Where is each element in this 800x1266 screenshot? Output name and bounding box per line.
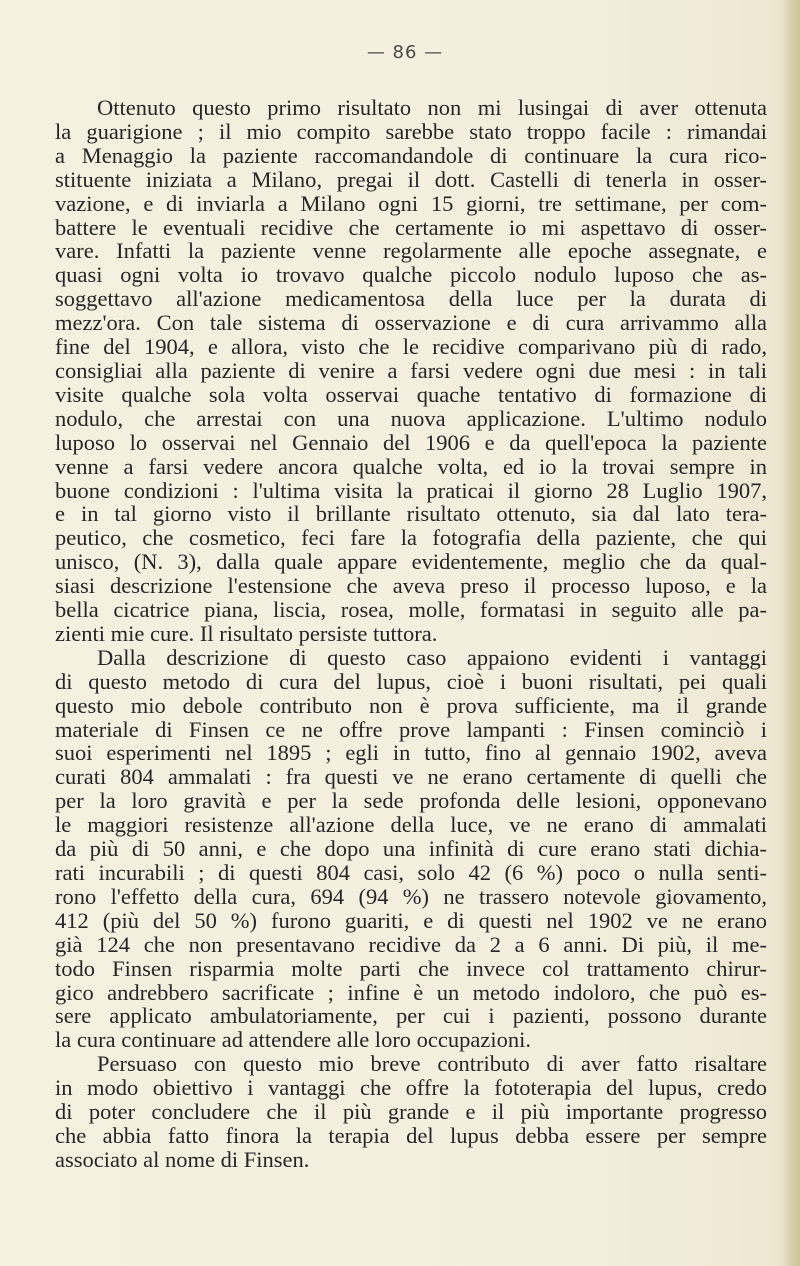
paragraph-last-line: associato al nome di Finsen. [55, 1146, 310, 1172]
paragraph-first-line: Persuaso con questo mio breve contributo di aver fatto risaltare [97, 1051, 767, 1077]
text-line: per la loro gravità e per la sede profonda delle lesioni, opponevano [55, 788, 767, 814]
text-line: unisco, (N. 3), dalla quale appare evidentemente, meglio che da qual- [55, 549, 767, 575]
text-line: in modo obiettivo i vantaggi che offre la fototerapia del lupus, credo [55, 1075, 767, 1101]
text-line: peutico, che cosmetico, feci fare la fotografia della paziente, che qui [55, 525, 767, 551]
text-line: e in tal giorno visto il brillante risultato ottenuto, sia dal lato tera- [55, 501, 767, 527]
page-edge-shadow [782, 0, 800, 1266]
text-line: che abbia fatto finora la terapia del lupus debba essere per sempre [55, 1122, 767, 1148]
text-line: 412 (più del 50 %) furono guariti, e di questi nel 1902 ve ne erano [55, 907, 767, 933]
text-line: da più di 50 anni, e che dopo una infinità di cure erano stati dichia- [55, 836, 767, 862]
paragraph-first-line: Dalla descrizione di questo caso appaiono evidenti i vantaggi [97, 644, 767, 670]
text-line: quasi ogni volta io trovavo qualche piccolo nodulo luposo che as- [55, 262, 767, 288]
text-line: curati 804 ammalati : fra questi ve ne erano certamente di quelli che [55, 764, 767, 790]
text-line: materiale di Finsen ce ne offre prove lampanti : Finsen cominciò i [55, 716, 767, 742]
text-line: vare. Infatti la paziente venne regolarmente alle epoche assegnate, e [55, 238, 767, 264]
text-line: vazione, e di inviarla a Milano ogni 15 giorni, tre settimane, per com- [55, 190, 767, 216]
text-line: sere applicato ambulatoriamente, per cui i pazienti, possono durante [55, 1003, 767, 1029]
text-line: gico andrebbero sacrificate ; infine è un metodo indoloro, che può es- [55, 979, 767, 1005]
text-line: soggettavo all'azione medicamentosa della luce per la durata di [55, 286, 767, 312]
text-line: di poter concludere che il più grande e il più importante progresso [55, 1099, 767, 1125]
text-line: buone condizioni : l'ultima visita la praticai il giorno 28 Luglio 1907, [55, 477, 767, 503]
text-line: già 124 che non presentavano recidive da 2 a 6 anni. Di più, il me- [55, 931, 767, 957]
text-line: consigliai alla paziente di venire a farsi vedere ogni due mesi : in tali [55, 357, 767, 383]
text-line: rati incurabili ; di questi 804 casi, solo 42 (6 %) poco o nulla senti- [55, 860, 767, 885]
text-line: nodulo, che arrestai con una nuova applicazione. L'ultimo nodulo [55, 405, 767, 431]
text-line: siasi descrizione l'estensione che aveva preso il processo luposo, e la [55, 573, 767, 599]
text-line: stituente iniziata a Milano, pregai il dott. Castelli di tenerla in osser- [55, 166, 767, 192]
text-line: battere le eventuali recidive che certamente io mi aspettavo di osser- [55, 214, 767, 240]
text-line: questo mio debole contributo non è prova sufficiente, ma il grande [55, 692, 767, 718]
text-line: bella cicatrice piana, liscia, rosea, molle, formatasi in seguito alle pa- [55, 597, 767, 623]
body-text [55, 96, 767, 1172]
text-line: visite qualche sola volta osservai quache tentativo di formazione di [55, 381, 767, 407]
text-line: fine del 1904, e allora, visto che le recidive comparivano più di rado, [55, 334, 767, 360]
text-line: mezz'ora. Con tale sistema di osservazione e di cura arrivammo alla [55, 310, 767, 336]
text-line: le maggiori resistenze all'azione della luce, ve ne erano di ammalati [55, 812, 767, 838]
text-line: suoi esperimenti nel 1895 ; egli in tutto, fino al gennaio 1902, aveva [55, 740, 767, 766]
text-line: la guarigione ; il mio compito sarebbe stato troppo facile : rimandai [55, 118, 767, 144]
paragraph-last-line: zienti mie cure. Il risultato persiste tuttora. [55, 620, 438, 646]
paragraph-last-line: la cura continuare ad attendere alle loro occupazioni. [55, 1027, 532, 1053]
text-line: todo Finsen risparmia molte parti che invece col trattamento chirur- [55, 955, 767, 981]
text-line: Ottenuto questo primo risultato non mi lusingai di aver ottenuta [97, 95, 767, 120]
text-line: venne a farsi vedere ancora qualche volta, ed io la trovai sempre in [55, 453, 767, 479]
text-line: rono l'effetto della cura, 694 (94 %) ne trassero notevole giovamento, [55, 883, 767, 909]
text-line: di questo metodo di cura del lupus, cioè i buoni risultati, pei quali [55, 668, 767, 694]
text-line: luposo lo osservai nel Gennaio del 1906 e da quell'epoca la paziente [55, 429, 767, 455]
text-line: a Menaggio la paziente raccomandandole di continuare la cura rico- [55, 142, 767, 168]
page-number: — 86 — [366, 42, 444, 63]
